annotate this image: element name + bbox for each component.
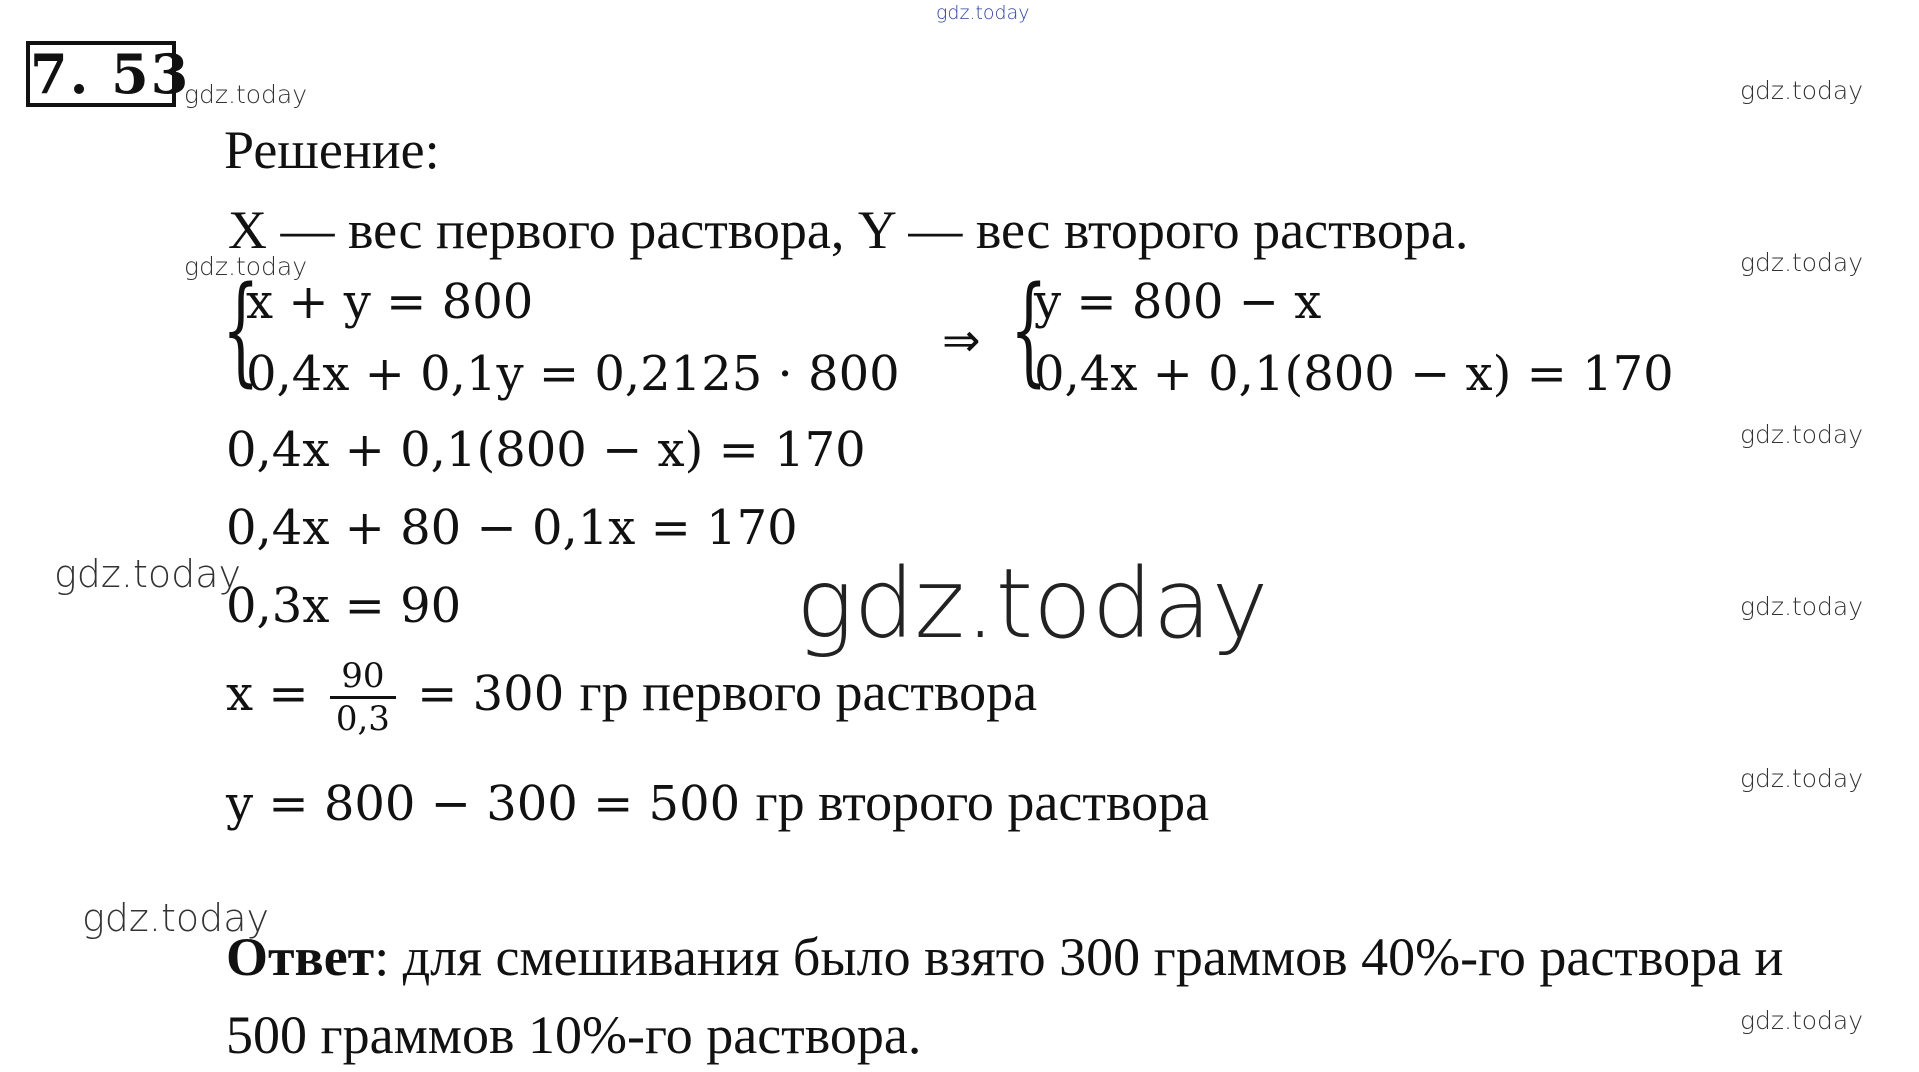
fraction-numerator: 90 [330,656,396,699]
watermark-text: gdz.today [1740,764,1864,793]
watermark-text: gdz.today [1740,592,1864,621]
watermark-text: gdz.today [184,252,308,281]
watermark-text: gdz.today [1740,76,1864,105]
fraction-denominator: 0,3 [335,699,390,739]
x-result-lhs: x = [226,666,309,722]
watermark-text: gdz.today [184,80,308,109]
answer-line-2: 500 граммов 10%-го раствора. [226,1005,922,1065]
watermark-text: gdz.today [1740,420,1864,449]
watermark-large: gdz.today [796,548,1269,660]
x-result-text: гр первого раствора [579,662,1038,722]
x-result-rhs: = 300 [417,666,565,722]
watermark-text: gdz.today [1740,248,1864,277]
right-system-eq2: 0,4x + 0,1(800 − x) = 170 [1034,346,1674,402]
variable-definition: X — вес первого раствора, Y — вес второго раствора. [228,200,1469,260]
solution-step-1: 0,4x + 0,1(800 − x) = 170 [226,422,866,478]
solution-step-2: 0,4x + 80 − 0,1x = 170 [226,500,798,556]
y-result-text: гр второго раствора [755,772,1210,832]
solution-step-3: 0,3x = 90 [226,578,462,634]
solution-heading: Решение: [224,120,440,180]
task-number: 7. 53 [26,41,176,107]
answer-label: Ответ [226,927,375,987]
left-system-eq1: x + y = 800 [246,274,534,330]
implies-arrow: ⇒ [942,313,981,367]
right-system-eq1: y = 800 − x [1034,274,1322,330]
y-result [226,772,1209,834]
y-result-math: y = 800 − 300 = 500 [226,776,741,832]
answer-text-1: : для смешивания было взято 300 граммов 40%-го раствора и [374,927,1784,987]
left-system-brace: { [222,260,260,398]
x-result [226,656,1037,739]
watermark-text: gdz.today [54,552,241,596]
watermark-text: gdz.today [936,2,1030,24]
fraction [330,656,396,739]
right-system-brace: { [1010,260,1048,398]
watermark-text: gdz.today [82,896,269,940]
answer-line-1 [226,922,1783,992]
left-system-eq2: 0,4x + 0,1y = 0,2125 · 800 [246,346,900,402]
watermark-text: gdz.today [1740,1006,1864,1035]
